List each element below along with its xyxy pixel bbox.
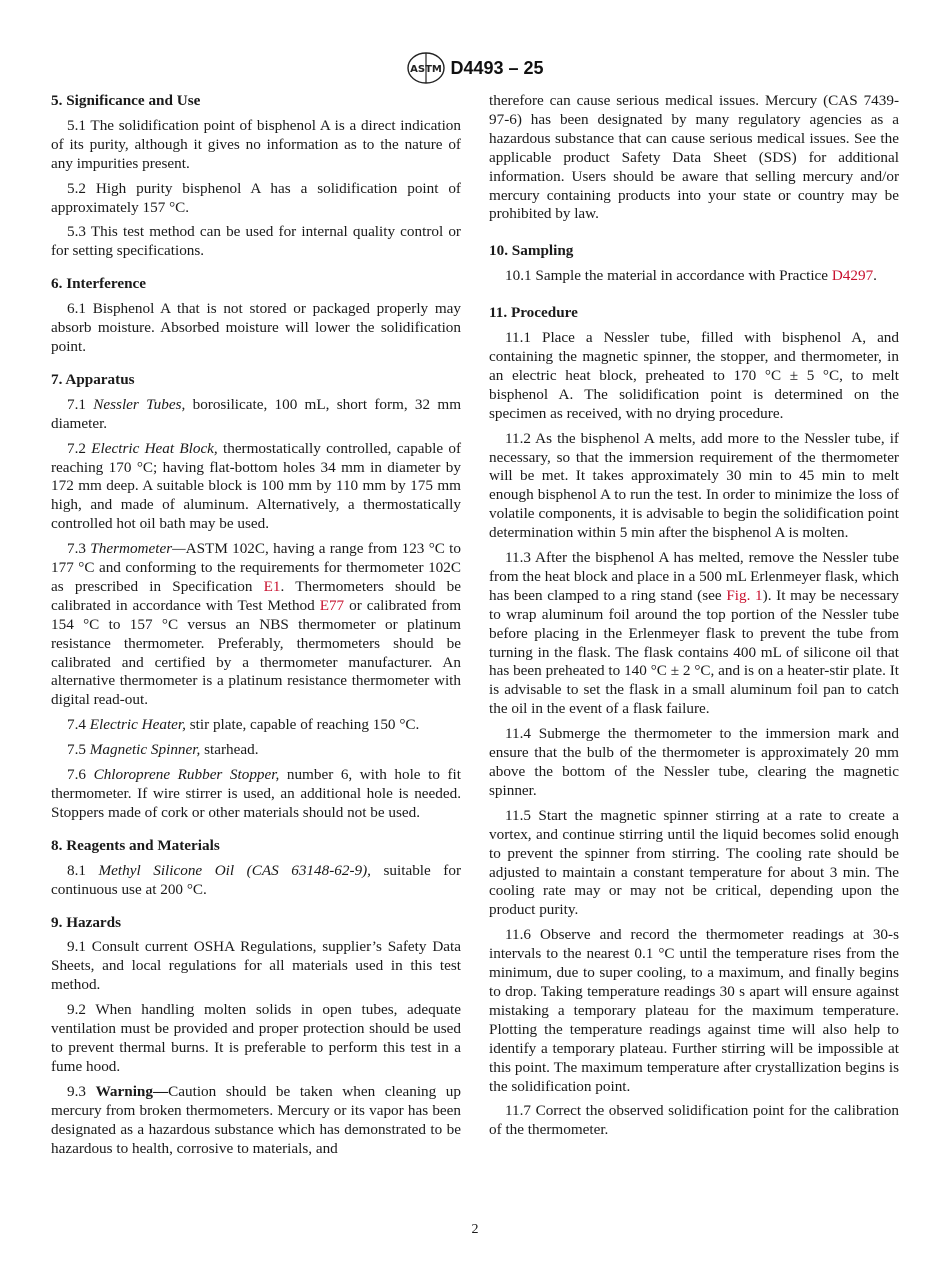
section-heading: 6. Interference	[51, 275, 147, 293]
section-heading: 8. Reagents and Materials	[51, 836, 220, 854]
section-heading: 9. Hazards	[51, 913, 122, 931]
paragraph-7-3: 7.3 Thermometer—ASTM 102C, having a range from 123 °C to 177 °C and conforming to the requirements for thermometer 102C as prescribed in Specification E1. Thermometers should be calibrated in accordance with Test Method E77 or calibrated from 154 °C to 157 °C versus an NBS thermometer or platinum resistance thermometer. Preferably, thermometers should be calibrated and certified by a thermometer manufacturer. An alternative thermometer is a platinum resistance thermometer with digital read-out.	[51, 540, 462, 709]
paragraph-11-3: 11.3 After the bisphenol A has melted, remove the Nessler tube from the heat block and place in a 500 mL Erlenmeyer flask, which has been clamped to a ring stand (see Fig. 1). It may be necessary to wrap aluminum foil around the top portion of the Nessler tube before placing in the Erlenmeyer flask to prevent the tube from turning in the flask. The flask contains 400 mL of silicone oil that has been preheated to 140 °C ± 2 °C, and is on a heater-stir plate. It is advisable to set the flask in a small aluminum foil pan to catch the oil in the event of a flask failure.	[489, 549, 899, 718]
right-column	[489, 92, 899, 1140]
section-9	[51, 914, 461, 1159]
left-column	[51, 92, 461, 1158]
section-8	[51, 837, 461, 900]
link-d4297[interactable]: D4297	[831, 267, 874, 285]
section-10	[489, 242, 899, 286]
page-header	[0, 50, 950, 86]
paragraph-9-2: 9.2 When handling molten solids in open tubes, adequate ventilation must be provided and proper protection should be used to prevent thermal burns. It is preferable to perform this test in a fume hood.	[51, 1001, 461, 1075]
section-heading: 5. Significance and Use	[51, 92, 201, 109]
astm-logo-icon	[406, 51, 446, 85]
section-heading: 10. Sampling	[489, 242, 574, 260]
paragraph-11-2: 11.2 As the bisphenol A melts, add more to the Nessler tube, if necessary, so that the immersion requirement of the thermometer will be met. It takes approximately 30 min to 45 min to melt enough bisphenol A to run the test. In order to minimize the loss of volatile components, it is advisable to begin the solidification point determination within 5 min after the bisphenol A is molten.	[489, 429, 899, 542]
paragraph-6-1: 6.1 Bisphenol A that is not stored or packaged properly may absorb moisture. Absorbed moisture will lower the solidification point.	[51, 300, 461, 355]
paragraph-7-6: 7.6 Chloroprene Rubber Stopper, number 6, with hole to fit thermometer. If wire stirrer is used, an additional hole is needed. Stoppers made of cork or other materials should not be used.	[51, 766, 461, 821]
section-5	[51, 92, 461, 261]
paragraph-5-1: 5.1 The solidification point of bisphenol A is a direct indication of its purity, although it gives no information as to the nature of any impurities present.	[51, 116, 461, 172]
link-e77[interactable]: E77	[319, 596, 345, 614]
paragraph-11-5: 11.5 Start the magnetic spinner stirring at a rate to create a vortex, and continue stirring until the liquid becomes solid enough to prevent the spinner from stirring. The cooling rate should be adjusted to maintain a constant temperature for about 3 min. The cooling rate may or may not be critical, depending upon the product purity.	[489, 806, 899, 919]
paragraph-11-1: 11.1 Place a Nessler tube, filled with bisphenol A, and containing the magnetic spinner, the stopper, and thermometer, in an electric heat block, preheated to 170 °C ± 5 °C, to melt bisphenol A. The solidification point is determined on the specimen as received, with no drying procedure.	[489, 329, 899, 422]
paragraph-9-3: 9.3 Warning—Caution should be taken when cleaning up mercury from broken thermometers. Mercury or its vapor has been designated as a hazardous substance which has demonstrated to be hazardous to health, corrosive to materials, and	[51, 1082, 461, 1157]
page-number: 2	[471, 1222, 479, 1237]
paragraph-11-4: 11.4 Submerge the thermometer to the immersion mark and ensure that the bulb of the thermometer is approximately 20 mm above the bottom of the Nessler tube, clearing the magnetic spinner.	[489, 725, 899, 799]
paragraph-8-1: 8.1 Methyl Silicone Oil (CAS 63148-62-9), suitable for continuous use at 200 °C.	[51, 861, 462, 898]
designation: D4493 – 25	[450, 57, 544, 78]
logo-text: ASTM	[410, 64, 443, 75]
paragraph-11-6: 11.6 Observe and record the thermometer readings at 30-s intervals to the nearest 0.1 °C until the temperature rises from the minimum, due to super cooling, to a maximum, and finally begins to drop. Taking temperature readings 30 s apart will ensure against mistaking a temporary plateau for the maximum temperature. Plotting the temperature readings against time will also help to identify a temporary plateau. Further stirring will be impossible at this point. The maximum temperature after crystallization begins is the solidification point.	[489, 926, 899, 1095]
paragraph-7-2: 7.2 Electric Heat Block, thermostatically controlled, capable of reaching 170 °C; having flat-bottom holes 34 mm in diameter by 172 mm deep. A suitable block is 100 mm by 110 mm by 175 mm high, and made of aluminum. Alternatively, a thermostatically controlled hot oil bath may be used.	[51, 439, 462, 533]
link-e1[interactable]: E1	[263, 577, 281, 595]
paragraph-10-1: 10.1 Sample the material in accordance with Practice D4297.	[505, 267, 877, 285]
paragraph-9-1: 9.1 Consult current OSHA Regulations, supplier’s Safety Data Sheets, and local regulations for all materials used in this test method.	[51, 938, 461, 994]
section-11	[489, 304, 899, 1140]
link-fig-1[interactable]: Fig. 1	[726, 586, 763, 604]
paragraph-5-2: 5.2 High purity bisphenol A has a solidification point of approximately 157 °C.	[51, 179, 461, 216]
paragraph-7-1: 7.1 Nessler Tubes, borosilicate, 100 mL, short form, 32 mm diameter.	[51, 395, 462, 432]
section-7	[51, 371, 461, 823]
section-heading: 11. Procedure	[489, 304, 578, 322]
section-heading: 7. Apparatus	[51, 370, 135, 388]
paragraph-9-3-continued: therefore can cause serious medical issues. Mercury (CAS 7439-97-6) has been designated by many regulatory agencies as a hazardous substance that can cause serious medical issues. See the applicable product Safety Data Sheet (SDS) for additional information. Users should be aware that selling mercury and/or mercury containing products into your state or country may be prohibited by law.	[489, 92, 899, 223]
section-6	[51, 275, 461, 357]
paragraph-5-3: 5.3 This test method can be used for internal quality control or for setting specifications.	[51, 223, 461, 260]
paragraph-11-7: 11.7 Correct the observed solidification point for the calibration of the thermometer.	[489, 1102, 899, 1139]
paragraph-7-5: 7.5 Magnetic Spinner, starhead.	[67, 741, 259, 759]
paragraph-7-4: 7.4 Electric Heater, stir plate, capable of reaching 150 °C.	[67, 716, 420, 734]
